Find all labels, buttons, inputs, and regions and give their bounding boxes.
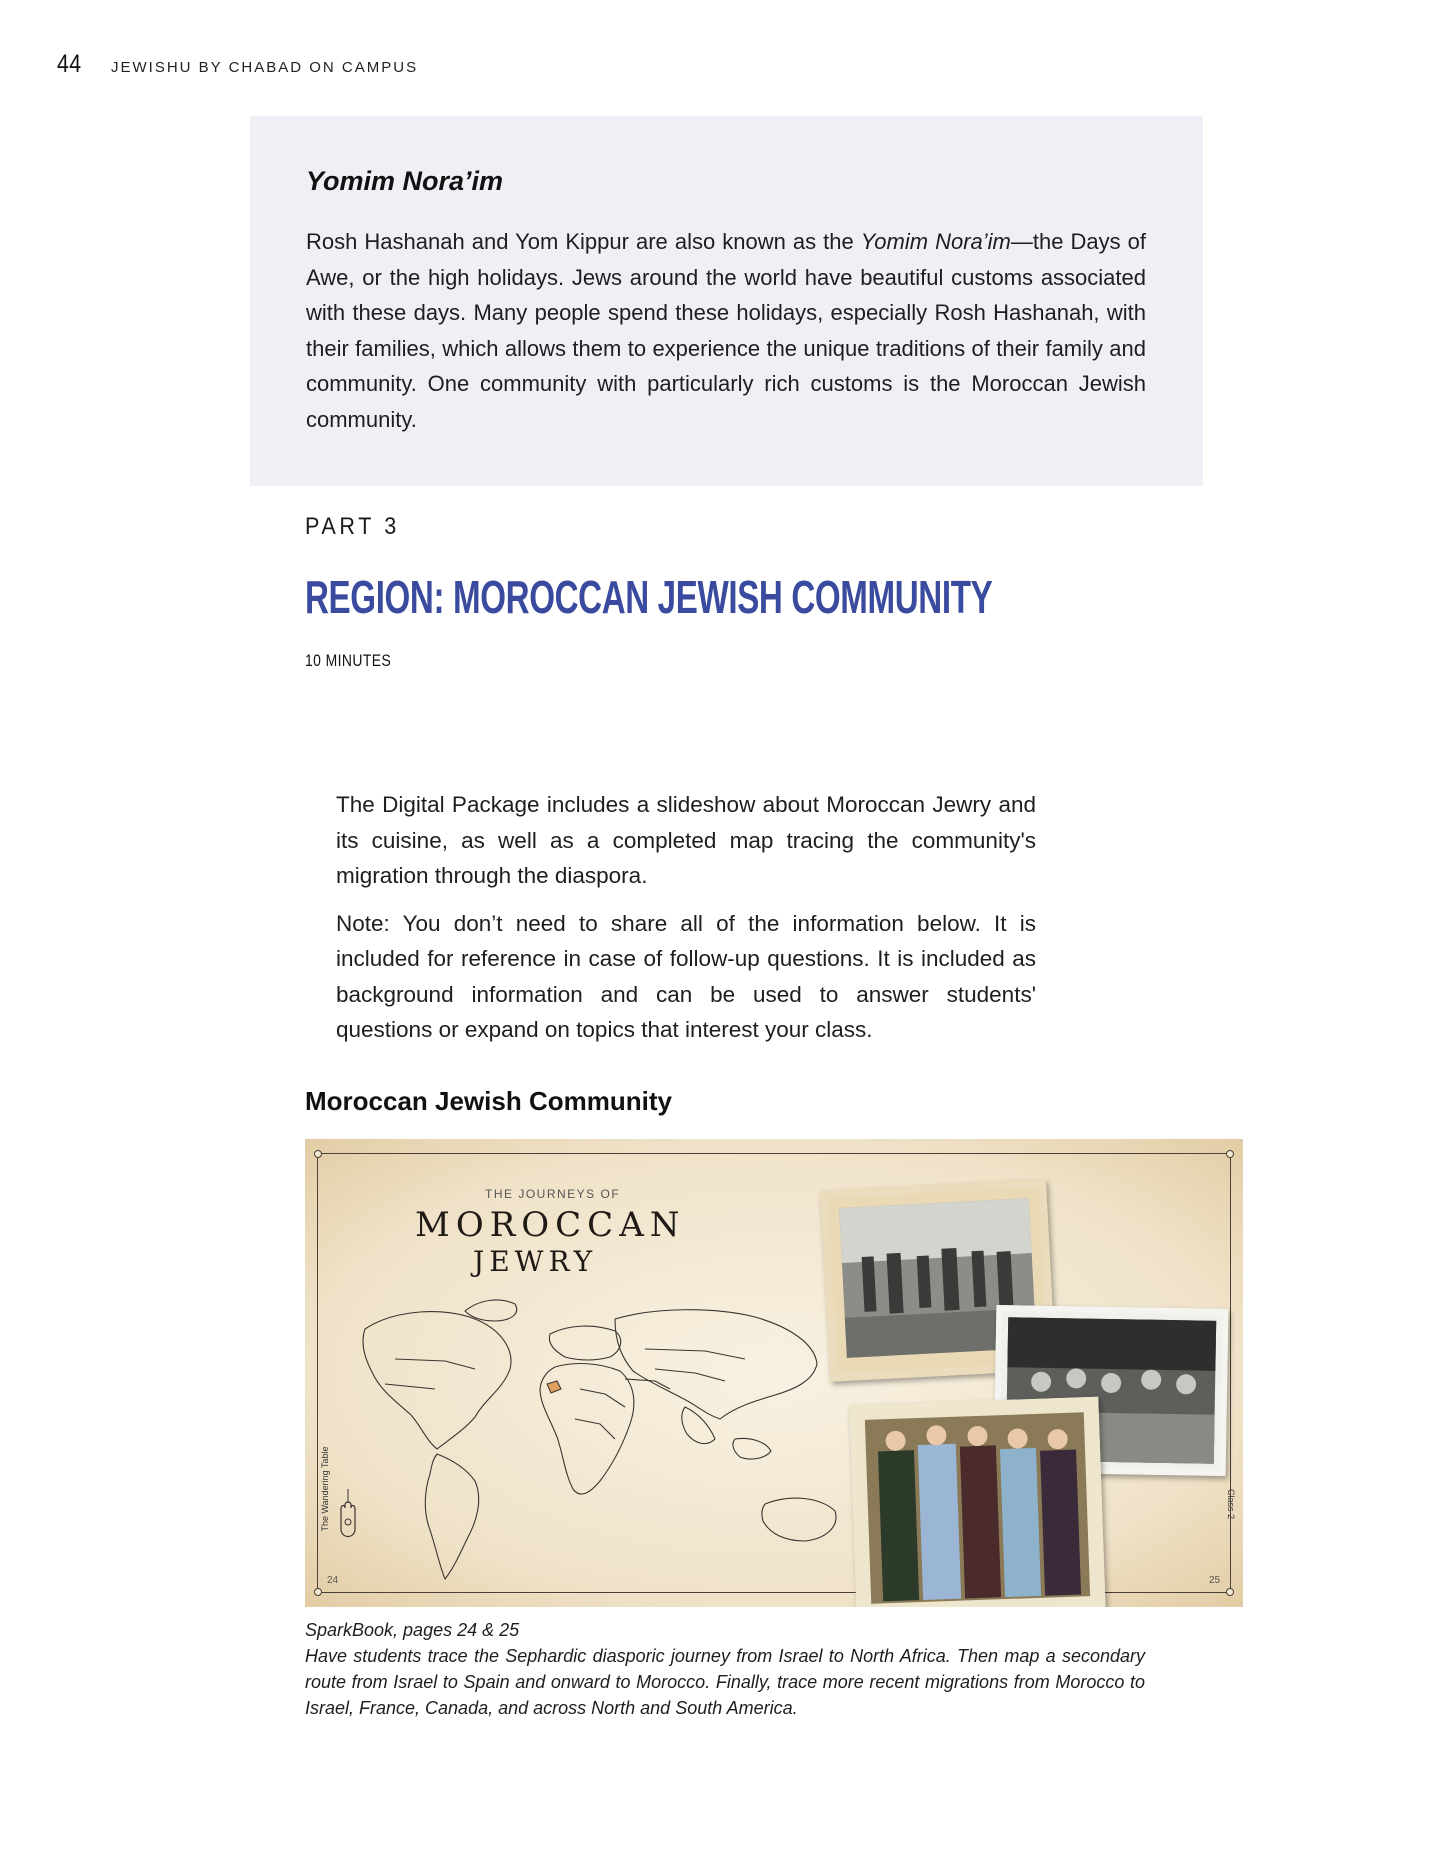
- sidebar-body: [306, 224, 1146, 437]
- sidebar-body-start: Rosh Hashanah and Yom Kippur are also known as the: [306, 229, 861, 254]
- figure-caption: [305, 1617, 1145, 1721]
- corner-dot: [1226, 1150, 1234, 1158]
- sparkbook-spread-image: [305, 1139, 1243, 1607]
- spine-label-right: Class 2: [1226, 1488, 1236, 1519]
- sidebar-title: Yomim Nora’im: [306, 166, 504, 196]
- spread-title-line-1: MOROCCAN: [415, 1205, 686, 1245]
- folio-right: 25: [1209, 1575, 1221, 1586]
- folio-left: 24: [327, 1575, 339, 1586]
- instructions-paragraph: The Digital Package includes a slideshow about Moroccan Jewry and its cuisine, as well as a completed map tracing the community's migration through the diaspora.: [336, 792, 1036, 888]
- page-number: 44: [57, 50, 82, 78]
- running-title: JEWISHU BY CHABAD ON CAMPUS: [111, 59, 419, 76]
- corner-dot: [1226, 1588, 1234, 1596]
- caption-text: Have students trace the Sephardic diasporic journey from Israel to North Africa. Then map a secondary route from Israel to Spain and onward to Morocco. Finally, trace more recent migrations from Morocco to Israel, France, Canada, and across North and South America.: [305, 1646, 1145, 1718]
- world-map-outline: [325, 1289, 885, 1589]
- hamsa-icon: [333, 1489, 363, 1549]
- section-heading: REGION: MOROCCAN JEWISH COMMUNITY: [305, 571, 993, 623]
- corner-dot: [314, 1588, 322, 1596]
- sidebar-body-italic-term: Yomim Nora’im: [860, 229, 1011, 254]
- duration-label: 10 MINUTES: [305, 651, 392, 670]
- instructions-note: Note: You don’t need to share all of the information below. It is included for reference in case of follow-up questions. It is included as background information and can be used to answer students' questions or expand on topics that interest your class.: [336, 910, 1036, 1042]
- corner-dot: [314, 1150, 322, 1158]
- spread-kicker: THE JOURNEYS OF: [485, 1187, 621, 1201]
- subheading: Moroccan Jewish Community: [305, 1086, 672, 1116]
- sidebar-box: [250, 116, 1203, 486]
- spread-title-line-2: JEWRY: [473, 1245, 598, 1278]
- part-label: PART 3: [305, 513, 400, 540]
- caption-source: SparkBook, pages 24 & 25: [305, 1620, 520, 1640]
- spine-label-left: The Wandering Table: [320, 1446, 330, 1532]
- color-photo-women-in-caftans: [849, 1397, 1105, 1607]
- sidebar-body-end: —the Days of Awe, or the high holidays. Jews around the world have beautiful customs associated with these days. Many people spend these holidays, especially Rosh Hashanah, with their families, which allows them to experience the unique traditions of their family and community. One community with particularly rich customs is the Moroccan Jewish community.: [306, 229, 1147, 432]
- instructions: [336, 787, 1036, 1060]
- running-head: [57, 50, 418, 79]
